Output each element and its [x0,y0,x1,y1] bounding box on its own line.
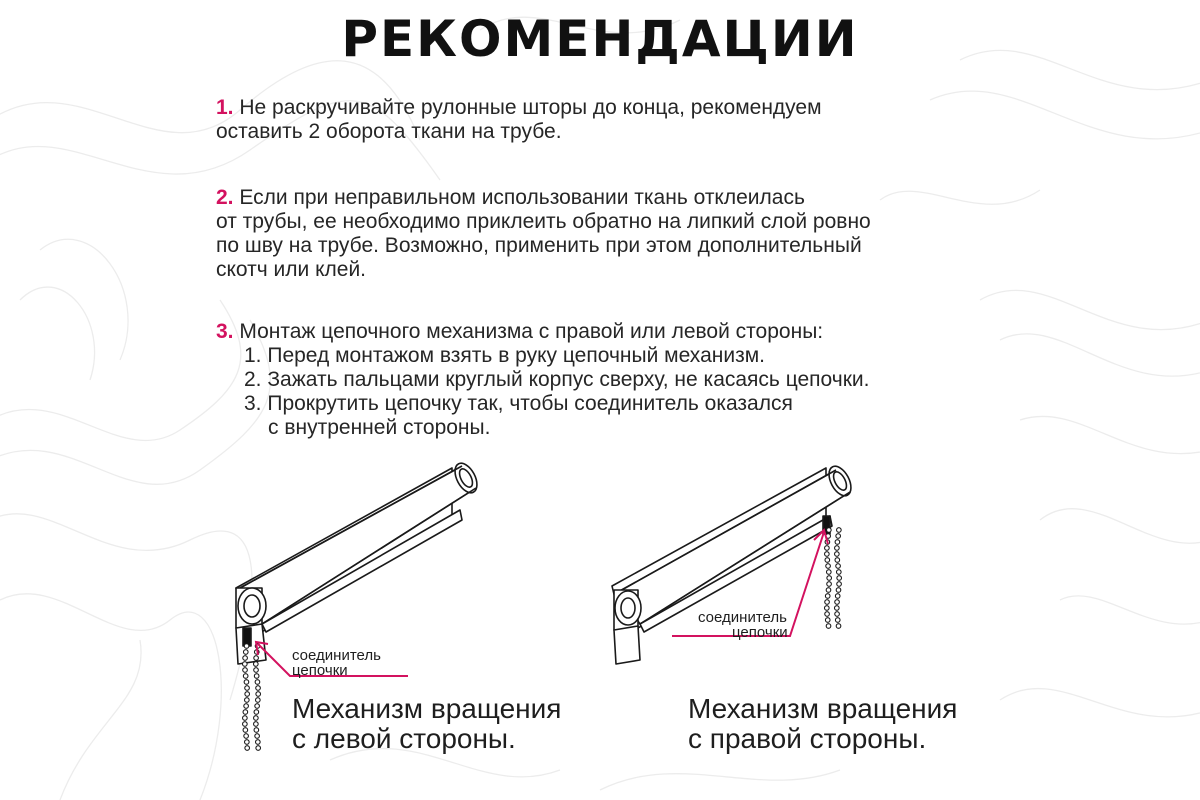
chain-bead [825,606,830,611]
chain-bead [825,612,830,617]
chain-bead [243,662,248,667]
chain-bead [825,552,830,557]
chain-bead [243,656,248,661]
chain-bead [827,576,832,581]
chain-bead [256,746,261,751]
chain-bead [243,710,248,715]
chain-bead [827,582,832,587]
chain-bead [256,740,261,745]
chain-bead [244,734,249,739]
label-line: соединитель [292,647,381,664]
chain-bead [826,570,831,575]
chain-bead [835,594,840,599]
chain-bead [836,534,841,539]
chain-bead [836,624,841,629]
chain-bead [254,722,259,727]
chain-bead [245,746,250,751]
chain-bead [244,680,249,685]
caption-line: с правой стороны. [688,723,927,754]
chain-bead [826,564,831,569]
left-mechanism-illustration [236,460,481,664]
chain-bead [836,570,841,575]
chain-bead [254,716,259,721]
item-text-line: Если при неправильном использовании ткань отклеилась [239,186,805,209]
chain-bead [835,612,840,617]
chain-bead [835,546,840,551]
chain-bead [243,722,248,727]
chain-bead [243,716,248,721]
item-heading: Монтаж цепочного механизма с правой или левой стороны: [239,320,824,343]
chain-bead [837,582,842,587]
chain-bead [255,704,260,709]
item-text-line: по шву на трубе. Возможно, применить при этом дополнительный [216,234,862,257]
caption-line: Механизм вращения [292,693,562,724]
step-line: 1. Перед монтажом взять в руку цепочный механизм. [244,344,765,367]
chain-bead [243,650,248,655]
chain-bead [245,686,250,691]
chain-bead [825,558,830,563]
chain-bead [255,680,260,685]
chain-bead [244,704,249,709]
caption-line: с левой стороны. [292,723,516,754]
left-connector-label [292,648,381,678]
chain-bead [243,674,248,679]
chain-bead [254,668,259,673]
right-connector-label [698,610,788,640]
chain-bead [254,662,259,667]
chain-bead [254,728,259,733]
page-title: РЕКОМЕНДАЦИИ [341,10,859,68]
label-line: цепочки [732,624,788,641]
chain-bead [835,600,840,605]
caption-line: Механизм вращения [688,693,958,724]
chain-bead [255,734,260,739]
chain-bead [836,588,841,593]
chain-bead [825,600,830,605]
chain-bead [245,698,250,703]
chain-bead [835,540,840,545]
chain-bead [245,692,250,697]
label-line: соединитель [698,609,787,626]
item-number: 2. [216,186,234,209]
right-caption [688,694,957,754]
chain-bead [256,686,261,691]
chain-bead [256,698,261,703]
chain-bead [254,674,259,679]
chain-bead [825,594,830,599]
left-caption [292,694,561,754]
chain-bead [254,656,259,661]
label-line: цепочки [292,662,348,679]
chain-bead [835,552,840,557]
chain-bead [826,588,831,593]
chain-bead [256,692,261,697]
chain-bead [825,618,830,623]
chain-bead [244,644,249,649]
step-line: с внутренней стороны. [268,416,491,439]
chain-bead [835,606,840,611]
chain-bead [836,564,841,569]
chain-bead [835,618,840,623]
item-text-line: Не раскручивайте рулонные шторы до конца, рекомендуем [239,96,822,119]
step-line: 2. Зажать пальцами круглый корпус сверху, не касаясь цепочки. [244,368,870,391]
chain-bead [825,546,830,551]
chain-bead [245,740,250,745]
item-text-line: от трубы, ее необходимо приклеить обратно на липкий слой ровно [216,210,871,233]
item-number: 1. [216,96,234,119]
chain-bead [243,668,248,673]
chain-bead [243,728,248,733]
step-line: 3. Прокрутить цепочку так, чтобы соединитель оказался [244,392,793,415]
item-text-line: оставить 2 оборота ткани на трубе. [216,120,562,143]
chain-bead [827,528,832,533]
chain-bead [837,576,842,581]
item-text-line: скотч или клей. [216,258,367,281]
chain-bead [254,710,259,715]
chain-bead [826,624,831,629]
item-number: 3. [216,320,234,343]
chain-bead [835,558,840,563]
chain-bead [837,528,842,533]
